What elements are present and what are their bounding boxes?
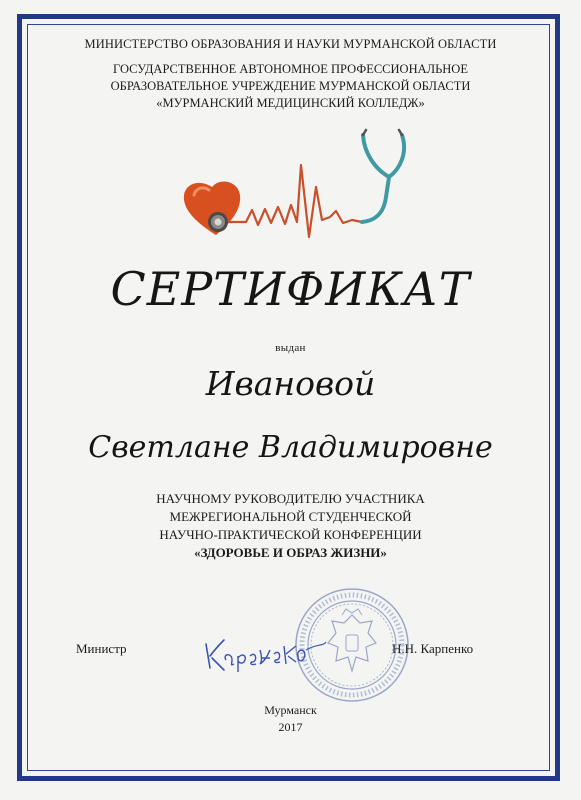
- signature-icon: [200, 630, 330, 675]
- ministry-heading: МИНИСТЕРСТВО ОБРАЗОВАНИЯ И НАУКИ МУРМАНСКОЙ ОБЛАСТИ: [84, 37, 497, 51]
- signatory-position: Министр: [76, 641, 127, 656]
- institution-line-2: ОБРАЗОВАТЕЛЬНОЕ УЧРЕЖДЕНИЕ МУРМАНСКОЙ ОБЛАСТИ: [110, 79, 471, 93]
- issued-to-label: выдан: [275, 342, 306, 354]
- recipient-given-names: Светлане Владимировне: [88, 430, 493, 465]
- signatory-name: Н.Н. Карпенко: [392, 641, 474, 656]
- issue-year: 2017: [278, 720, 303, 734]
- medical-emblem: [170, 125, 420, 250]
- institution-line-1: ГОСУДАРСТВЕННОЕ АВТОНОМНОЕ ПРОФЕССИОНАЛЬНОЕ: [113, 62, 468, 76]
- reason-line-2: МЕЖРЕГИОНАЛЬНОЙ СТУДЕНЧЕСКОЙ: [169, 509, 412, 524]
- reason-line-1: НАУЧНОМУ РУКОВОДИТЕЛЮ УЧАСТНИКА: [156, 491, 425, 506]
- certificate-title: СЕРТИФИКАТ: [110, 262, 471, 316]
- issue-city: Мурманск: [264, 703, 317, 717]
- conference-name: «ЗДОРОВЬЕ И ОБРАЗ ЖИЗНИ»: [194, 545, 387, 560]
- stethoscope-icon: [362, 130, 404, 222]
- institution-line-3: «МУРМАНСКИЙ МЕДИЦИНСКИЙ КОЛЛЕДЖ»: [156, 96, 425, 110]
- pulse-line: [228, 165, 362, 237]
- reason-line-3: НАУЧНО-ПРАКТИЧЕСКОЙ КОНФЕРЕНЦИИ: [159, 527, 422, 542]
- recipient-surname: Ивановой: [205, 364, 376, 403]
